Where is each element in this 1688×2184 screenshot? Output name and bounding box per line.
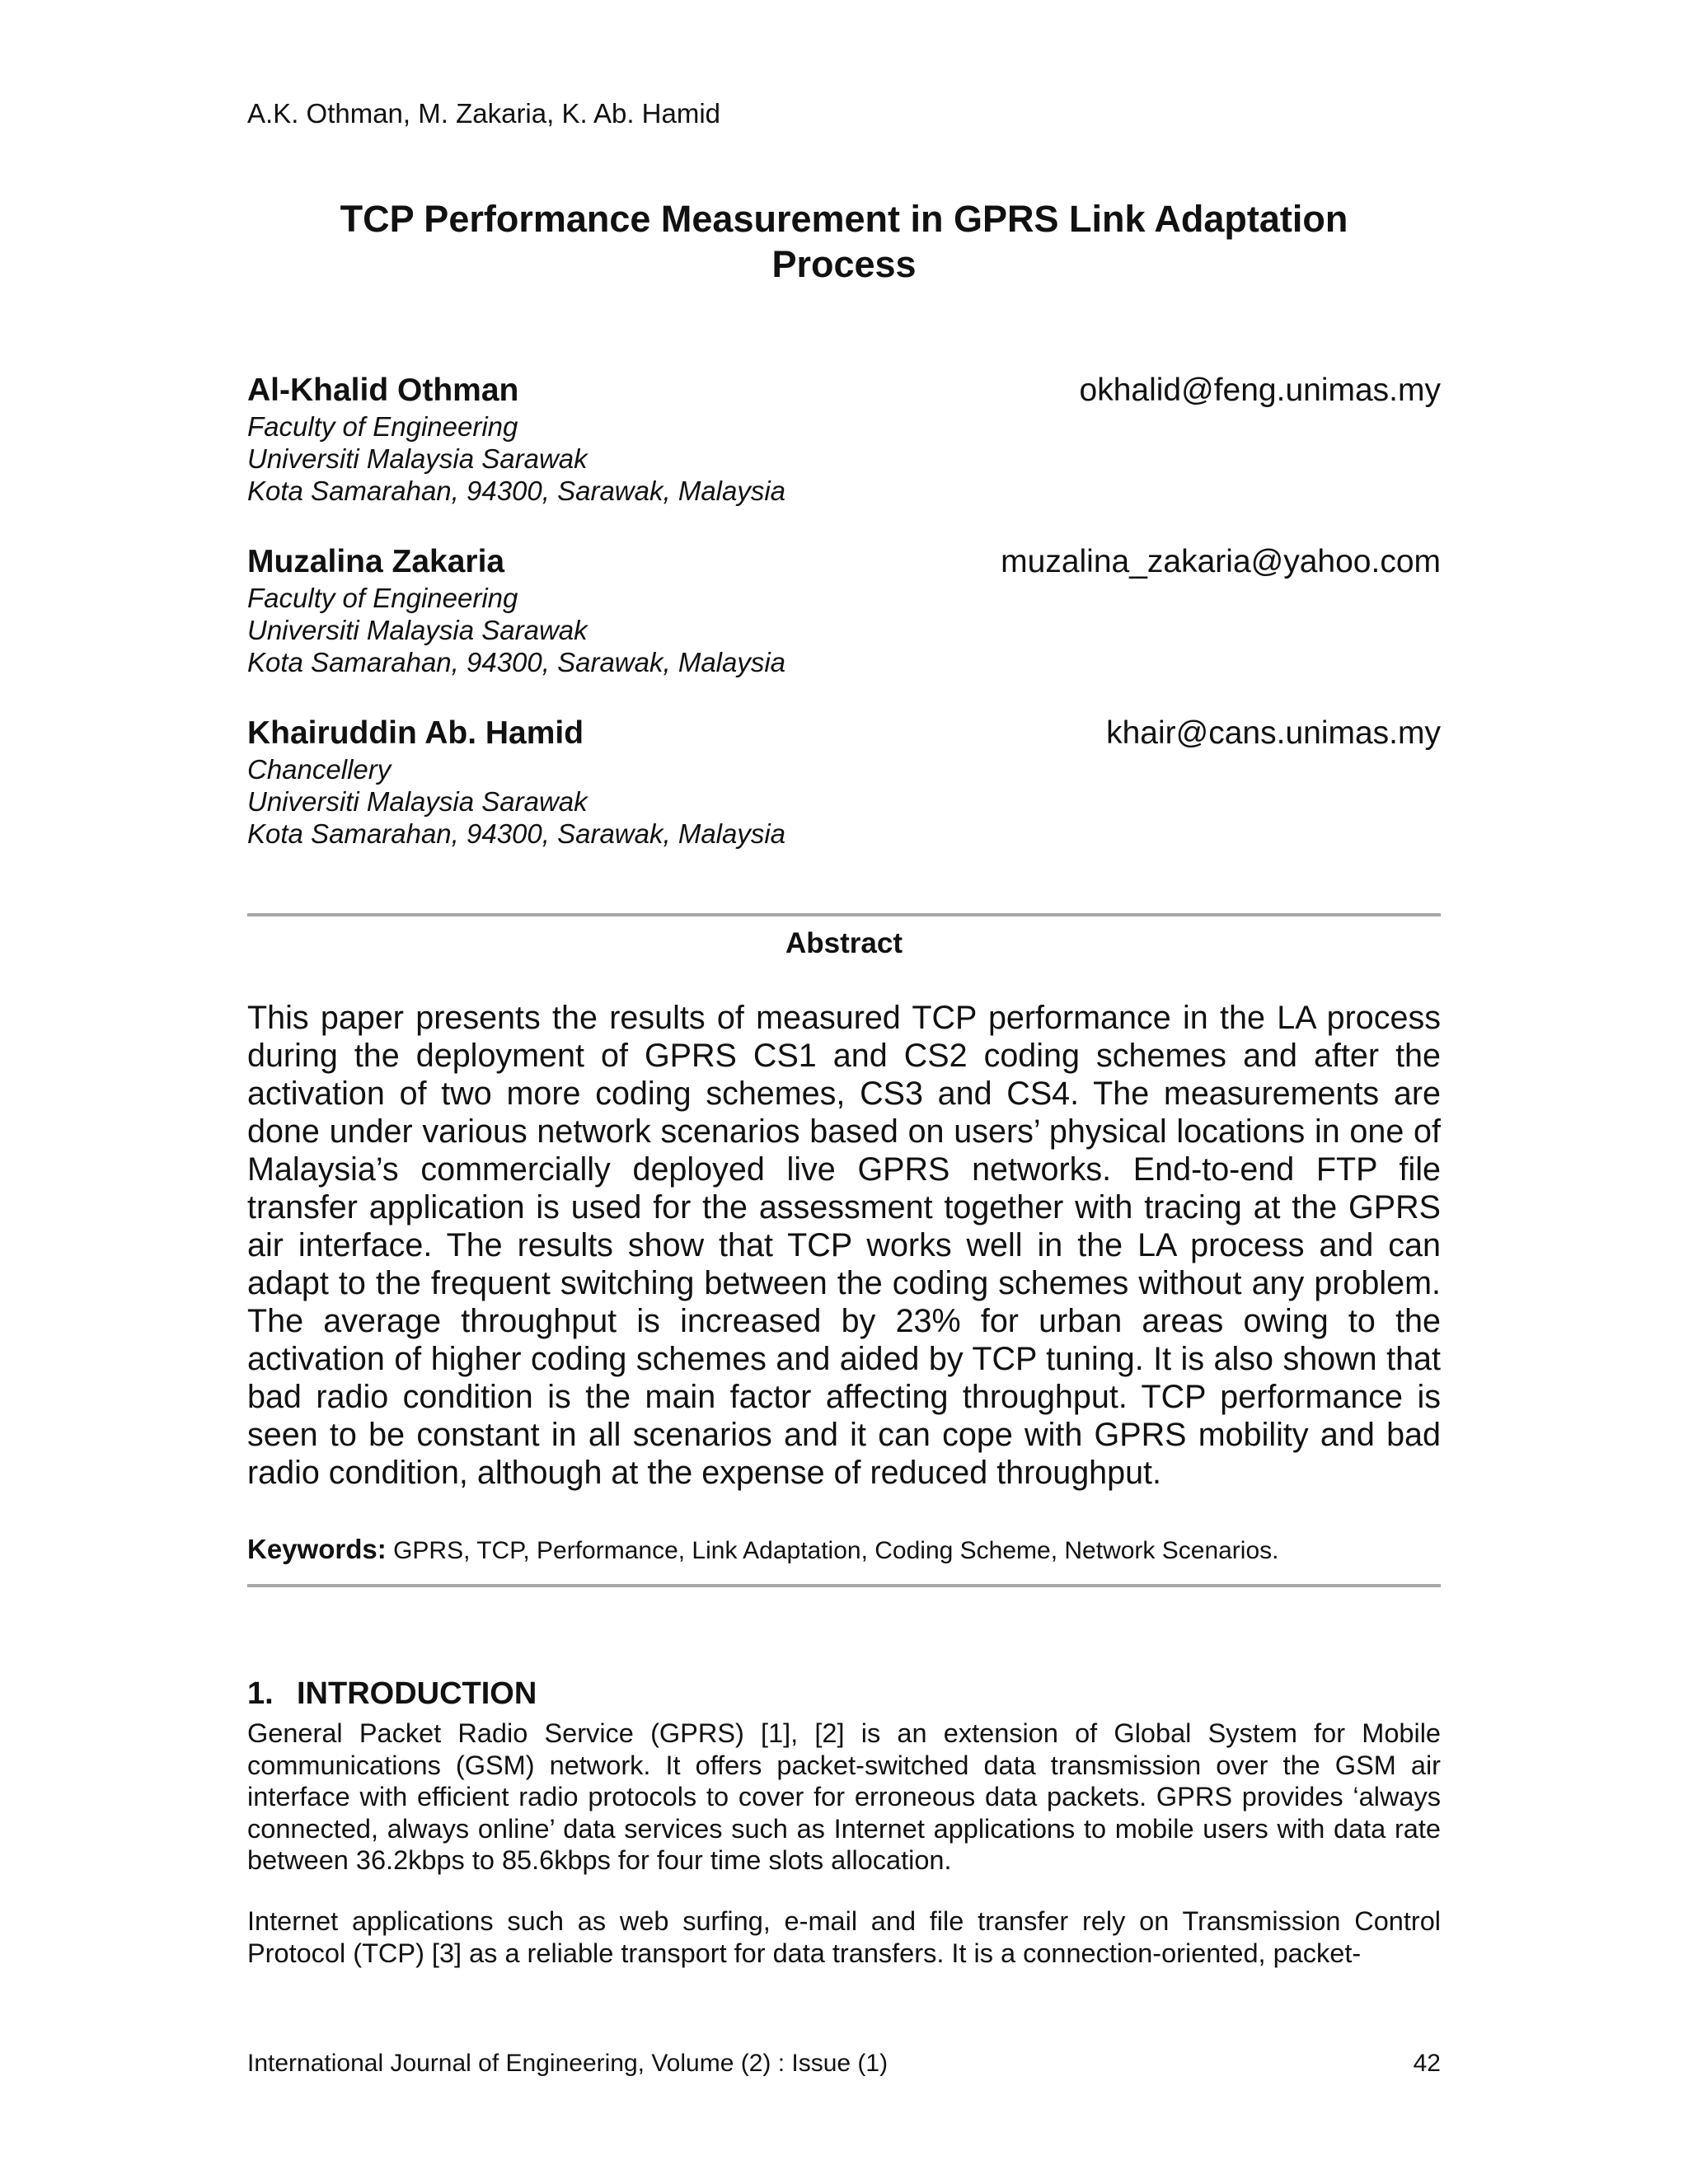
title-line-1: TCP Performance Measurement in GPRS Link Adaptation	[340, 198, 1348, 240]
author-affiliation: Kota Samarahan, 94300, Sarawak, Malaysia	[247, 647, 786, 677]
section-heading	[247, 1675, 537, 1713]
section-title: INTRODUCTION	[297, 1676, 537, 1711]
author-affiliation: Kota Samarahan, 94300, Sarawak, Malaysia	[247, 818, 786, 849]
intro-paragraph-1: General Packet Radio Service (GPRS) [1], [2] is an extension of Global System for Mobile communications (GSM) network. It offers packet-switched data transmission over the GSM air interface with efficient radio protocols to cover for erroneous data packets. GPRS provides ‘always connected, always online’ data services such as Internet applications to mobile users with data rate between 36.2kbps to 85.6kbps for four time slots allocation.	[247, 1718, 1441, 1876]
author-affiliation: Universiti Malaysia Sarawak	[247, 443, 588, 474]
author-affiliation: Faculty of Engineering	[247, 411, 518, 442]
author-name: Khairuddin Ab. Hamid	[247, 715, 584, 751]
title-line-2: Process	[771, 243, 917, 285]
abstract-bottom-rule	[247, 1584, 1441, 1587]
keywords	[247, 1533, 1441, 1568]
paper-title	[247, 196, 1441, 287]
author-affiliation: Chancellery	[247, 754, 392, 785]
keywords-text: GPRS, TCP, Performance, Link Adaptation, Coding Scheme, Network Scenarios.	[393, 1537, 1279, 1564]
footer-journal: International Journal of Engineering, Volume (2) : Issue (1)	[247, 2050, 889, 2077]
author-block-1	[247, 371, 1441, 507]
author-affiliation: Kota Samarahan, 94300, Sarawak, Malaysia	[247, 476, 786, 506]
author-email: muzalina_zakaria@yahoo.com	[1001, 544, 1441, 579]
keywords-label: Keywords:	[247, 1534, 387, 1564]
author-email: okhalid@feng.unimas.my	[1079, 373, 1441, 408]
author-block-2	[247, 542, 1441, 678]
author-email: khair@cans.unimas.my	[1106, 715, 1441, 751]
author-name: Al-Khalid Othman	[247, 373, 519, 408]
author-affiliation: Universiti Malaysia Sarawak	[247, 615, 588, 645]
author-block-3	[247, 714, 1441, 850]
intro-paragraph-2: Internet applications such as web surfing, e-mail and file transfer rely on Transmission Control Protocol (TCP) [3] as a reliable transport for data transfers. It is a connection-oriented, packet-	[247, 1906, 1441, 1968]
running-head: A.K. Othman, M. Zakaria, K. Ab. Hamid	[247, 98, 721, 129]
author-affiliation: Faculty of Engineering	[247, 583, 518, 613]
author-affiliation: Universiti Malaysia Sarawak	[247, 786, 588, 817]
abstract-body: This paper presents the results of measured TCP performance in the LA process during the deployment of GPRS CS1 and CS2 coding schemes and after the activation of two more coding schemes, CS3 and CS4. The measurements are done under various network scenarios based on users’ physical locations in one of Malaysia’s commercially deployed live GPRS networks. End-to-end FTP file transfer application is used for the assessment together with tracing at the GPRS air interface. The results show that TCP works well in the LA process and can adapt to the frequent switching between the coding schemes without any problem. The average throughput is increased by 23% for urban areas owing to the activation of higher coding schemes and aided by TCP tuning. It is also shown that bad radio condition is the main factor affecting throughput. TCP performance is seen to be constant in all scenarios and it can cope with GPRS mobility and bad radio condition, although at the expense of reduced throughput.	[247, 1000, 1441, 1491]
abstract-heading: Abstract	[785, 927, 903, 959]
section-number: 1.	[247, 1676, 274, 1711]
author-name: Muzalina Zakaria	[247, 544, 505, 579]
abstract-top-rule	[247, 913, 1441, 916]
page-number: 42	[1413, 2050, 1441, 2077]
